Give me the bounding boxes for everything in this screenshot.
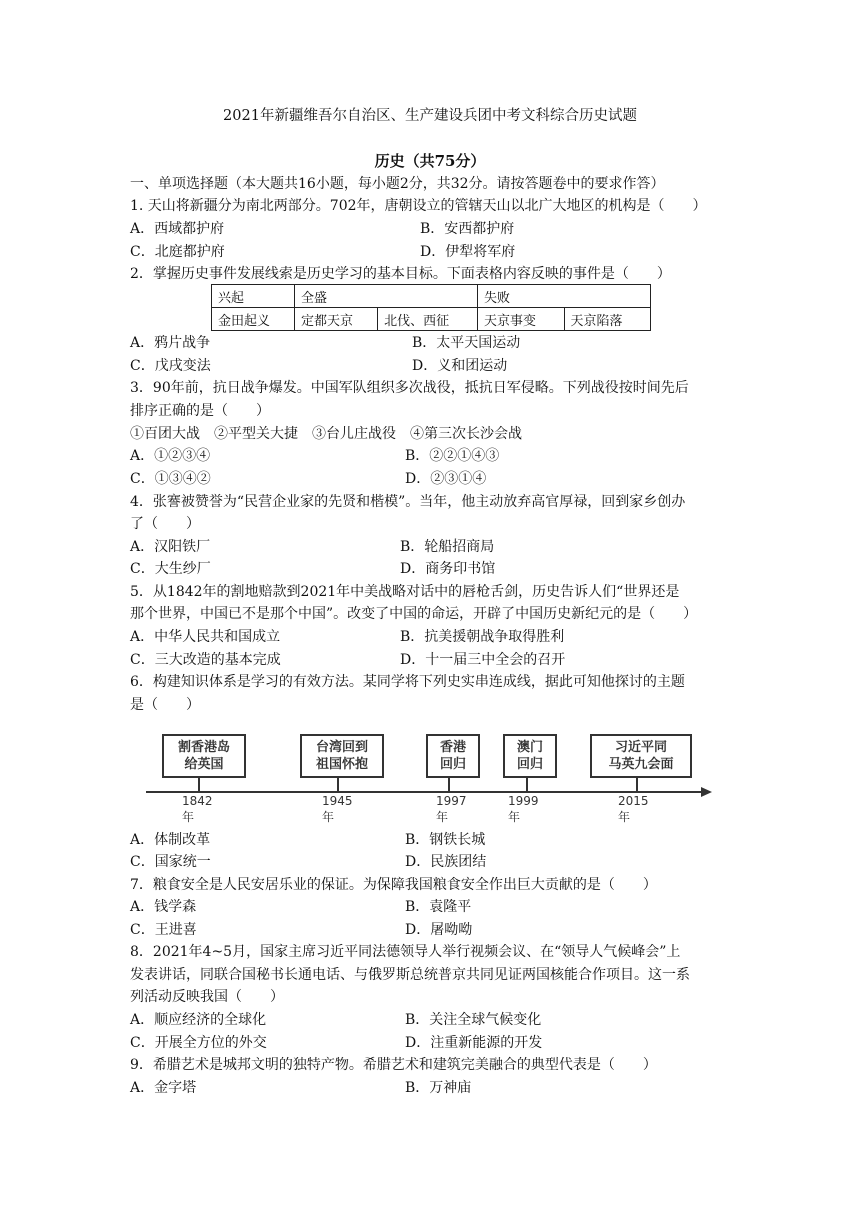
question-8-stem-cont: 发表讲话，同联合国秘书长通电话、与俄罗斯总统普京共同见证两国核能合作项目。这一系 [130, 967, 690, 983]
q9-option-b: B．万神庙 [405, 1080, 472, 1096]
q8-option-a: A．顺应经济的全球化 [130, 1012, 267, 1028]
exam-title: 2021年新疆维吾尔自治区、生产建设兵团中考文科综合历史试题 [223, 108, 637, 124]
table-cell: 金田起义 [212, 308, 295, 331]
table-row [212, 285, 651, 308]
timeline-event-line1: 香港 [439, 740, 466, 755]
timeline-year: 2015年 [618, 794, 649, 824]
timeline-event-box [426, 734, 480, 778]
q4-option-a: A．汉阳铁厂 [130, 539, 211, 555]
table-cell: 失败 [478, 285, 651, 308]
question-8-stem-cont2: 列活动反映我国（ ） [130, 989, 284, 1005]
question-8-stem: 8．2021年4~5月，国家主席习近平同法德领导人举行视频会议、在“领导人气候峰会”上 [130, 944, 681, 960]
timeline-year: 1999年 [508, 794, 539, 824]
q4-option-b: B．轮船招商局 [400, 539, 495, 555]
q2-option-d: D．义和团运动 [412, 358, 508, 374]
q1-option-b: B．安西都护府 [420, 221, 515, 237]
table-cell: 全盛 [295, 285, 478, 308]
timeline-year: 1842年 [182, 794, 213, 824]
question-2-stem: 2．掌握历史事件发展线索是历史学习的基本目标。下面表格内容反映的事件是（ ） [130, 266, 671, 282]
question-4-stem: 4．张謇被赞誉为“民营企业家的先贤和楷模”。当年，他主动放弃高官厚禄，回到家乡创办 [130, 494, 686, 510]
q3-option-c: C．①③④② [130, 471, 211, 487]
q5-option-c: C．三大改造的基本完成 [130, 652, 281, 668]
question-5-stem-cont: 那个世界，中国已不是那个中国”。改变了中国的命运，开辟了中国历史新纪元的是（ ） [130, 606, 698, 622]
q3-option-b: B．②②①④③ [405, 448, 500, 464]
timeline-tick [636, 778, 638, 792]
q3-option-a: A．①②③④ [130, 448, 211, 464]
table-cell: 北伐、西征 [378, 308, 478, 331]
question-6-stem-cont: 是（ ） [130, 697, 200, 713]
timeline-event-line1: 澳门 [516, 740, 543, 755]
timeline-tick [448, 778, 450, 792]
timeline-event-line2: 给英国 [184, 757, 224, 772]
q6-option-d: D．民族团结 [405, 854, 487, 870]
timeline-event-line2: 马英九会面 [608, 757, 674, 772]
timeline-event-line1: 割香港岛 [177, 740, 230, 755]
table-cell: 定都天京 [295, 308, 378, 331]
q6-option-a: A．体制改革 [130, 832, 211, 848]
timeline-event-line2: 祖国怀抱 [315, 757, 368, 772]
timeline-tick [526, 778, 528, 792]
q4-option-c: C．大生纱厂 [130, 561, 211, 577]
table-cell: 天京事变 [478, 308, 565, 331]
q4-option-d: D．商务印书馆 [400, 561, 496, 577]
q7-option-a: A．钱学森 [130, 899, 197, 915]
timeline-event-line1: 台湾回到 [315, 740, 368, 755]
q6-option-b: B．钢铁长城 [405, 832, 486, 848]
q9-option-a: A．金字塔 [130, 1080, 197, 1096]
q8-option-d: D．注重新能源的开发 [405, 1035, 543, 1051]
q7-option-c: C．王进喜 [130, 922, 197, 938]
timeline-event-box [300, 734, 384, 778]
table-row [212, 308, 651, 331]
q5-option-b: B．抗美援朝战争取得胜利 [400, 629, 565, 645]
q1-option-a: A．西域都护府 [130, 221, 225, 237]
q2-events-table [211, 284, 651, 331]
question-6-stem: 6．构建知识体系是学习的有效方法。某同学将下列史实串连成线，据此可知他探讨的主题 [130, 674, 685, 690]
section-instructions: 一、单项选择题（本大题共16小题，每小题2分，共32分。请按答题卷中的要求作答） [130, 176, 665, 192]
q6-option-c: C．国家统一 [130, 854, 211, 870]
timeline-tick [198, 778, 200, 792]
q5-option-d: D．十一届三中全会的召开 [400, 652, 566, 668]
timeline-event-line2: 回归 [516, 757, 543, 772]
timeline-tick [337, 778, 339, 792]
q8-option-b: B．关注全球气候变化 [405, 1012, 542, 1028]
question-3-stem-cont: 排序正确的是（ ） [130, 403, 270, 419]
timeline-year: 1945年 [322, 794, 353, 824]
timeline-event-box [503, 734, 557, 778]
q1-option-c: C．北庭都护府 [130, 244, 225, 260]
q7-option-d: D．屠呦呦 [405, 922, 473, 938]
q3-option-d: D．②③①④ [405, 471, 487, 487]
q2-option-a: A．鸦片战争 [130, 335, 211, 351]
q7-option-b: B．袁隆平 [405, 899, 472, 915]
timeline-event-line1: 习近平同 [614, 740, 667, 755]
q2-option-b: B．太平天国运动 [412, 335, 521, 351]
q3-items: ①百团大战 ②平型关大捷 ③台儿庄战役 ④第三次长沙会战 [130, 426, 522, 442]
timeline-year: 1997年 [436, 794, 467, 824]
table-cell: 兴起 [212, 285, 295, 308]
question-4-stem-cont: 了（ ） [130, 516, 200, 532]
timeline-event-box [162, 734, 246, 778]
q5-option-a: A．中华人民共和国成立 [130, 629, 281, 645]
question-3-stem: 3．90年前，抗日战争爆发。中国军队组织多次战役，抵抗日军侵略。下列战役按时间先后 [130, 380, 689, 396]
question-7-stem: 7．粮食安全是人民安居乐业的保证。为保障我国粮食安全作出巨大贡献的是（ ） [130, 877, 657, 893]
question-1-stem: 1. 天山将新疆分为南北两部分。702年，唐朝设立的管辖天山以北广大地区的机构是（ ） [130, 198, 707, 214]
table-cell: 天京陷落 [564, 308, 651, 331]
section-heading: 历史（共75分） [374, 152, 486, 170]
q2-option-c: C．戊戌变法 [130, 358, 211, 374]
q1-option-d: D．伊犁将军府 [420, 244, 516, 260]
q8-option-c: C．开展全方位的外交 [130, 1035, 267, 1051]
timeline-event-box [590, 734, 692, 778]
timeline-event-line2: 回归 [439, 757, 466, 772]
question-9-stem: 9．希腊艺术是城邦文明的独特产物。希腊艺术和建筑完美融合的典型代表是（ ） [130, 1057, 657, 1073]
question-5-stem: 5．从1842年的割地赔款到2021年中美战略对话中的唇枪舌剑，历史告诉人们“世界还是 [130, 584, 680, 600]
